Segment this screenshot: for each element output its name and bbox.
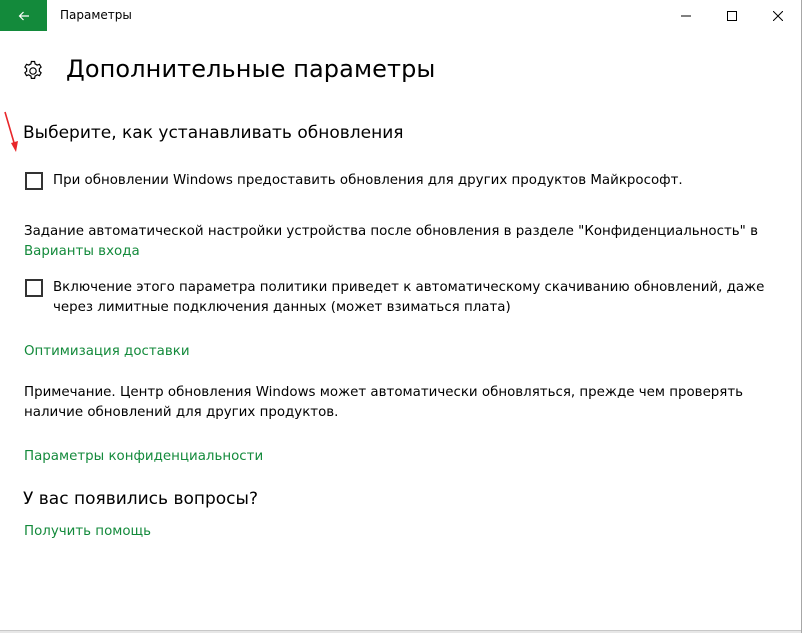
back-button[interactable] xyxy=(0,0,47,31)
auto-setup-description: Задание автоматической настройки устройства после обновления в разделе "Конфиденциальность" в xyxy=(24,224,758,239)
privacy-settings-link[interactable]: Параметры конфиденциальности xyxy=(24,449,264,464)
note-line2: наличие обновлений для других продуктов. xyxy=(24,405,339,420)
metered-download-checkbox[interactable] xyxy=(25,279,43,297)
page-title: Дополнительные параметры xyxy=(66,55,436,83)
other-products-updates-checkbox[interactable] xyxy=(25,172,43,190)
metered-download-label-line2[interactable]: через лимитные подключения данных (может взиматься плата) xyxy=(53,300,511,315)
note-line1: Примечание. Центр обновления Windows может автоматически обновляться, прежде чем проверять xyxy=(24,385,744,400)
gear-icon xyxy=(22,60,44,82)
maximize-icon xyxy=(727,11,737,21)
minimize-button[interactable] xyxy=(663,0,709,31)
get-help-link[interactable]: Получить помощь xyxy=(24,524,152,539)
app-title: Параметры xyxy=(60,8,132,22)
close-icon xyxy=(773,11,783,21)
delivery-optimization-link[interactable]: Оптимизация доставки xyxy=(24,344,190,359)
minimize-icon xyxy=(681,11,691,21)
back-arrow-icon xyxy=(18,11,30,21)
close-button[interactable] xyxy=(755,0,801,31)
red-arrow-annotation xyxy=(2,110,22,155)
other-products-updates-label[interactable]: При обновлении Windows предоставить обновления для других продуктов Майкрософт. xyxy=(53,173,683,188)
sign-in-options-link[interactable]: Варианты входа xyxy=(24,244,140,259)
title-bar xyxy=(0,0,801,31)
updates-section-title: Выберите, как устанавливать обновления xyxy=(23,123,404,143)
questions-title: У вас появились вопросы? xyxy=(23,489,258,509)
maximize-button[interactable] xyxy=(709,0,755,31)
metered-download-label-line1[interactable]: Включение этого параметра политики приведет к автоматическому скачиванию обновлений, даже xyxy=(53,280,765,295)
